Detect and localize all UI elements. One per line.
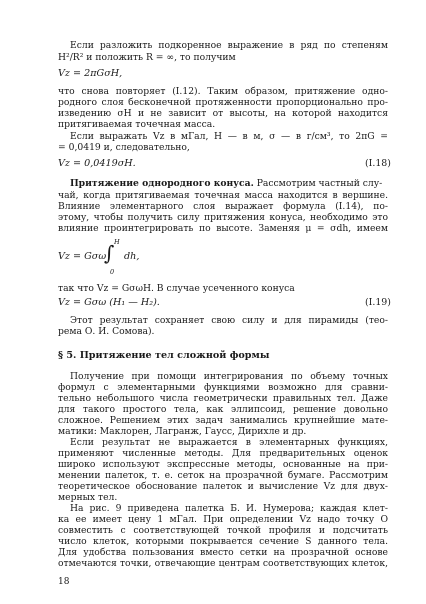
text-line: применяют численные методы. Для предварительных оценок [58,448,388,459]
text-line: для такого простого тела, как эллипсоид, решение довольно [58,404,388,415]
equation-number: (I.18) [365,158,391,169]
equation: Vz = 2πGσH, [58,68,123,79]
integral-lower-limit: 0 [110,268,115,276]
page-number: 18 [58,577,70,587]
text-line: чай, когда притягиваемая точечная масса находится в вершине. [58,190,388,201]
text-line: так что Vz = GσωH. В случае усеченного конуса [58,283,295,294]
equation-left: Vz = Gσω [58,251,107,262]
text-line: Влияние элементарного слоя выражает формула (I.14), по- [58,201,388,212]
integral-upper-limit: H [114,238,120,246]
integral-sign: ∫ [104,241,115,265]
text-line: число клеток, которыми покрывается сечение S данного тела. [58,536,388,547]
text-line: мерных тел. [58,492,118,503]
text-line: тельно небольшого числа геометрически правильных тел. Даже [58,393,388,404]
text-line: теоретическое обоснование палеток и вычисление Vz для двух- [58,481,388,492]
text-line: притягиваемая точечная масса. [58,119,216,130]
text-line: широко используют экспрессные методы, основанные на при- [58,459,388,470]
text-line: этому, чтобы получить силу притяжения конуса, необходимо это [58,212,388,223]
text-line: Если результат не выражается в элементарных функциях, [70,437,388,448]
text-line: сложное. Решением этих задач занимались крупнейшие мате- [58,415,388,426]
text-line: отмечаются точки, отвечающие центрам соответствующих клеток, [58,558,388,569]
text-line: Если выражать Vz в мГал, H — в м, σ — в г/см³, то 2πG = [70,131,388,142]
text-line: что снова повторяет (I.12). Таким образом, притяжение одно- [58,86,388,97]
text-line: ка ее имеет цену 1 мГал. При определении Vz надо точку O [58,514,388,525]
text-line [70,178,388,189]
text-run: Рассмотрим частный слу- [253,178,383,189]
text-line: совместить с соответствующей точкой профиля и подсчитать [58,525,388,536]
text-line: Этот результат сохраняет свою силу и для пирамиды (тео- [70,315,388,326]
text-line: менении палеток, т. е. сеток на прозрачной бумаге. Рассмотрим [58,470,388,481]
equation-number: (I.19) [365,297,391,308]
run-in-heading: Притяжение однородного конуса. [70,178,254,189]
text-line: изведению σH и не зависит от высоты, на которой находится [58,108,388,119]
text-line: Если разложить подкоренное выражение в ряд по степеням [70,40,388,51]
text-line: родного слоя бесконечной протяженности пропорционально про- [58,97,388,108]
equation: Vz = 0,0419σH. [58,158,136,169]
text-line: На рис. 9 приведена палетка Б. И. Нумерова; каждая клет- [70,503,388,514]
text-line: рема О. И. Сомова). [58,326,155,337]
text-line: влияние проинтегрировать по высоте. Заменяя μ = σdh, имеем [58,223,388,234]
text-line: матики: Маклорен, Лагранж, Гаусс, Дирихле и др. [58,426,307,437]
text-line: Для удобства пользования вместо сетки на прозрачной основе [58,547,388,558]
section-heading: § 5. Притяжение тел сложной формы [58,350,270,361]
equation-right: dh, [124,251,140,262]
equation: Vz = Gσω (H₁ — H₂). [58,297,160,308]
text-line: H²/R² и положить R = ∞, то получим [58,52,236,63]
text-line: формул с элементарными функциями возможно для сравни- [58,382,388,393]
text-line: = 0,0419 и, следовательно, [58,142,190,153]
text-line: Получение при помощи интегрирования по объему точных [70,371,388,382]
